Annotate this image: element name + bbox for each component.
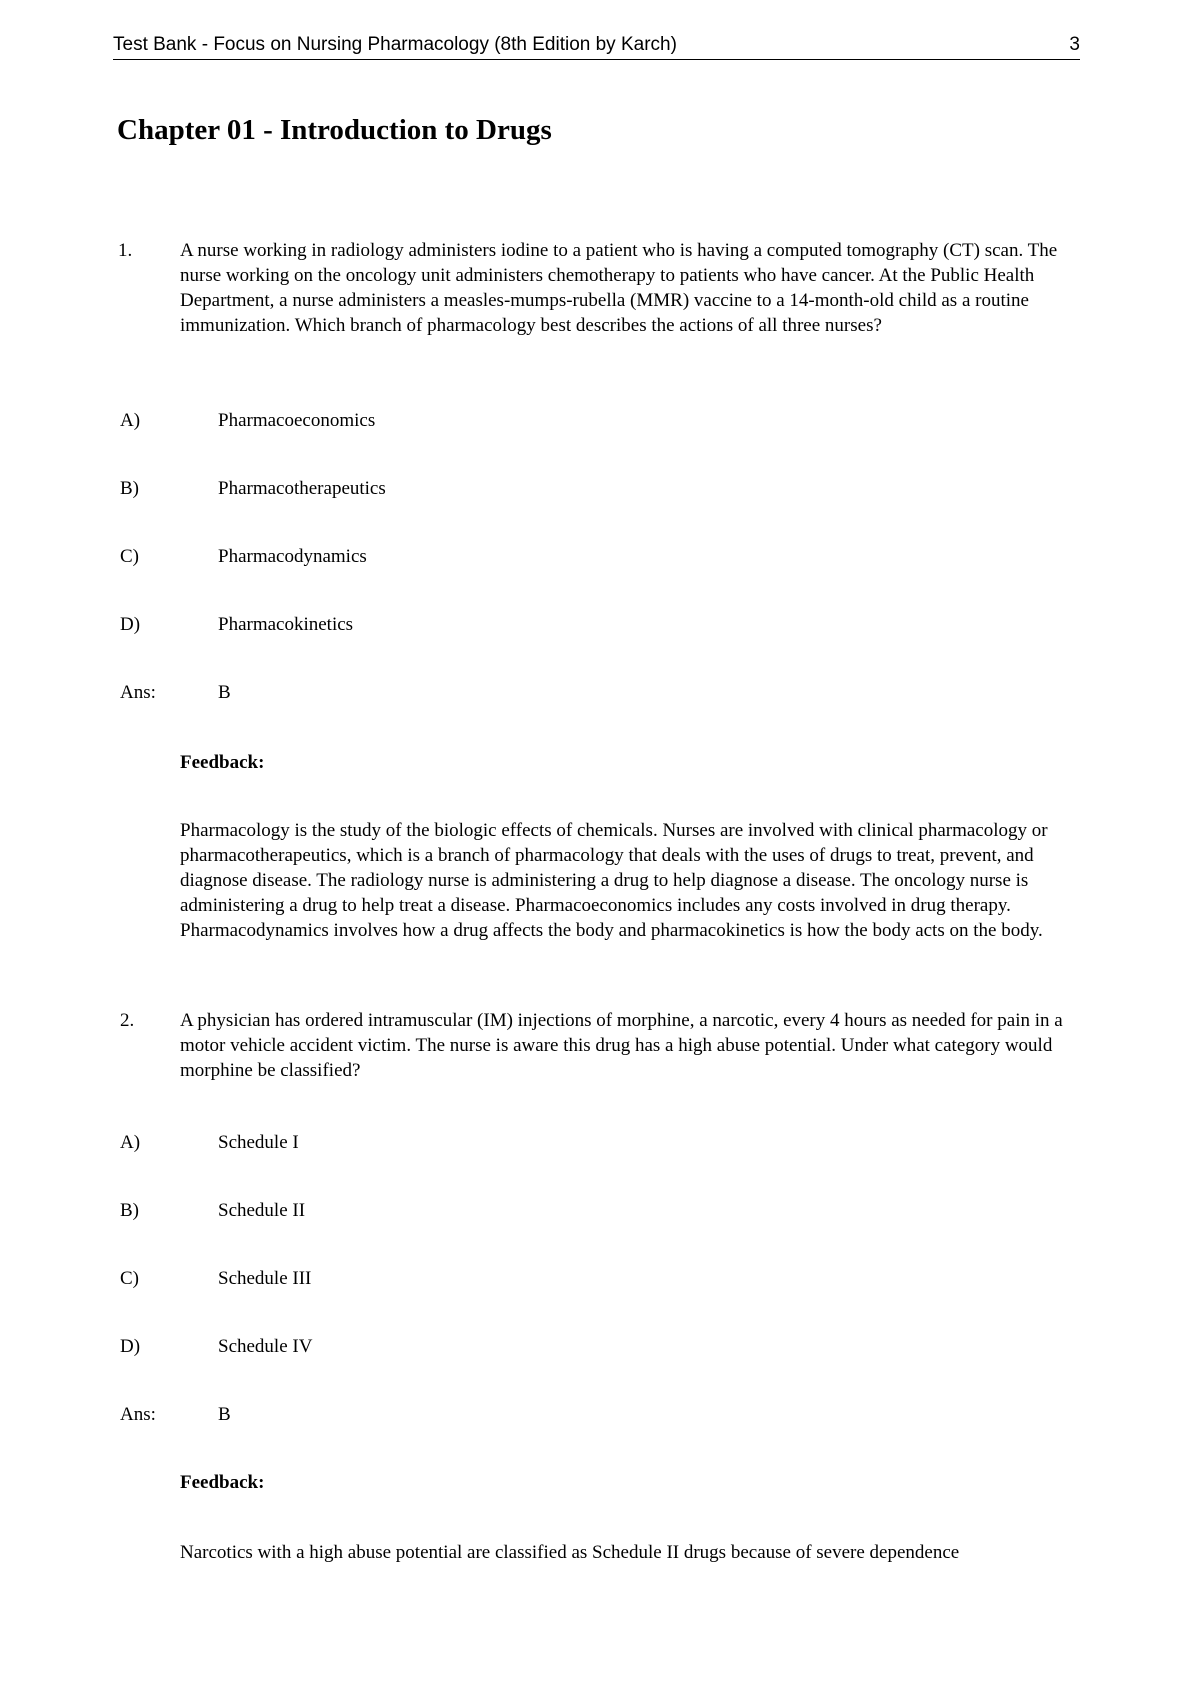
option-text: Schedule IV xyxy=(218,1336,313,1357)
option-text: Pharmacodynamics xyxy=(218,546,367,567)
answer-value: B xyxy=(218,682,231,703)
option-text: Pharmacokinetics xyxy=(218,614,354,635)
answer-value: B xyxy=(218,1404,231,1425)
option-letter: D) xyxy=(120,1336,141,1357)
option-letter: C) xyxy=(120,1268,139,1289)
option-letter: A) xyxy=(120,1132,141,1153)
question-number: 2. xyxy=(120,1010,135,1031)
option-letter: C) xyxy=(120,546,139,567)
option-letter: B) xyxy=(120,478,139,499)
option-letter: B) xyxy=(120,1200,139,1221)
feedback-label: Feedback: xyxy=(180,1472,265,1493)
question-number: 1. xyxy=(118,240,133,261)
feedback-text: Narcotics with a high abuse potential are classified as Schedule II drugs because of severe dependence xyxy=(180,1542,960,1563)
feedback-label: Feedback: xyxy=(180,752,265,773)
answer-label: Ans: xyxy=(120,1404,156,1425)
page-header xyxy=(113,34,1080,60)
feedback-text: Pharmacology is the study of the biologic effects of chemicals. Nurses are involved with clinical pharmacology or pharmacotherapeutics, which is a branch of pharmacology that deals with the uses of drugs to treat, prevent, and diagnose disease. The radiology nurse is administering a drug to help diagnose a disease. The oncology nurse is administering a drug to help treat a disease. Pharmacoeconomics includes any costs involved in drug therapy. Pharmacodynamics involves how a drug affects the body and pharmacokinetics is how the body acts on the body. xyxy=(180,820,1048,941)
option-text: Schedule III xyxy=(218,1268,312,1289)
option-letter: A) xyxy=(120,410,141,431)
chapter-title: Chapter 01 - Introduction to Drugs xyxy=(117,114,552,146)
option-text: Pharmacoeconomics xyxy=(218,410,376,431)
option-text: Pharmacotherapeutics xyxy=(218,478,386,499)
option-text: Schedule II xyxy=(218,1200,306,1221)
option-text: Schedule I xyxy=(218,1132,299,1153)
option-letter: D) xyxy=(120,614,141,635)
header-title: Test Bank - Focus on Nursing Pharmacology (8th Edition by Karch) xyxy=(113,34,677,55)
answer-label: Ans: xyxy=(120,682,156,703)
question-text: A physician has ordered intramuscular (IM) injections of morphine, a narcotic, every 4 hours as needed for pain in a motor vehicle accident victim. The nurse is aware this drug has a high abuse potential. Under what category would morphine be classified? xyxy=(180,1010,1063,1081)
question-text: A nurse working in radiology administers iodine to a patient who is having a computed tomography (CT) scan. The nurse working on the oncology unit administers chemotherapy to patients who have cancer. At the Public Health Department, a nurse administers a measles-mumps-rubella (MMR) vaccine to a 14-month-old child as a routine immunization. Which branch of pharmacology best describes the actions of all three nurses? xyxy=(180,240,1058,336)
page-number: 3 xyxy=(1069,34,1080,55)
